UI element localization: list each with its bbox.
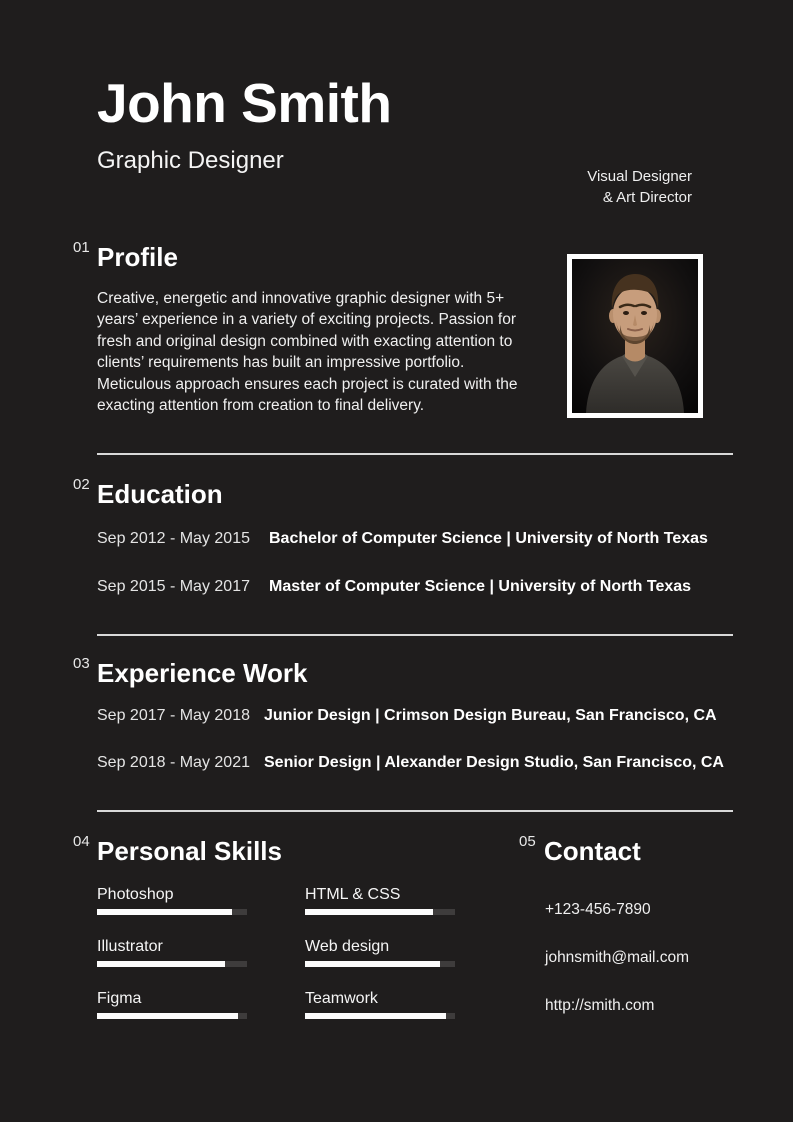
section-divider: [97, 453, 733, 455]
skill-bar-fill: [305, 1013, 446, 1019]
education-detail: Master of Computer Science | University of North Texas: [269, 578, 692, 595]
education-detail: Bachelor of Computer Science | University of North Texas: [269, 530, 708, 547]
experience-detail: Junior Design | Crimson Design Bureau, San Francisco, CA: [264, 707, 717, 724]
skill-label: Illustrator: [97, 938, 163, 955]
portrait-illustration: [572, 259, 698, 413]
section-title-contact: Contact: [544, 836, 641, 866]
section-title-education: Education: [97, 479, 223, 509]
section-title-skills: Personal Skills: [97, 836, 282, 866]
skill-bar: [97, 961, 247, 967]
section-title-profile: Profile: [97, 242, 178, 272]
skill-bar-fill: [305, 961, 440, 967]
skill-bar-fill: [97, 909, 232, 915]
skill-label: Teamwork: [305, 990, 378, 1007]
skill-bar: [305, 909, 455, 915]
section-title-experience: Experience Work: [97, 658, 308, 688]
skill-bar: [97, 909, 247, 915]
section-divider: [97, 634, 733, 636]
section-number-experience: 03: [73, 655, 90, 672]
profile-photo: [567, 254, 703, 418]
skill-bar-fill: [97, 961, 225, 967]
section-number-education: 02: [73, 476, 90, 493]
experience-dates: Sep 2018 - May 2021: [97, 754, 250, 771]
profile-summary-text: Creative, energetic and innovative graphic designer with 5+ years’ experience in a variety of exciting projects. Passion for fresh and original design combined with exacting attention to clients’ requirements has built an impressive portfolio. Meticulous approach ensures each project is curated with the exacting attention from creation to final delivery.: [97, 290, 518, 415]
skill-label: Figma: [97, 990, 142, 1007]
section-divider: [97, 810, 733, 812]
experience-dates: Sep 2017 - May 2018: [97, 707, 250, 724]
education-dates: Sep 2015 - May 2017: [97, 578, 250, 595]
contact-phone[interactable]: +123-456-7890: [545, 901, 651, 918]
skill-bar-fill: [305, 909, 433, 915]
person-name: John Smith: [97, 72, 392, 134]
skill-label: Web design: [305, 938, 390, 955]
person-role: Graphic Designer: [97, 147, 284, 174]
skill-bar: [305, 1013, 455, 1019]
skill-label: HTML & CSS: [305, 886, 401, 903]
section-number-contact: 05: [519, 833, 536, 850]
education-dates: Sep 2012 - May 2015: [97, 530, 250, 547]
skill-bar-fill: [97, 1013, 238, 1019]
skill-label: Photoshop: [97, 886, 174, 903]
skill-bar: [305, 961, 455, 967]
experience-detail: Senior Design | Alexander Design Studio, San Francisco, CA: [264, 754, 724, 771]
tagline-line-2: & Art Director: [602, 189, 692, 206]
contact-email[interactable]: johnsmith@mail.com: [545, 949, 690, 966]
tagline-line-1: Visual Designer: [587, 168, 692, 185]
section-number-skills: 04: [73, 833, 90, 850]
section-number-profile: 01: [73, 239, 90, 256]
contact-website[interactable]: http://smith.com: [545, 997, 655, 1014]
header-tagline: [587, 166, 692, 208]
skill-bar: [97, 1013, 247, 1019]
